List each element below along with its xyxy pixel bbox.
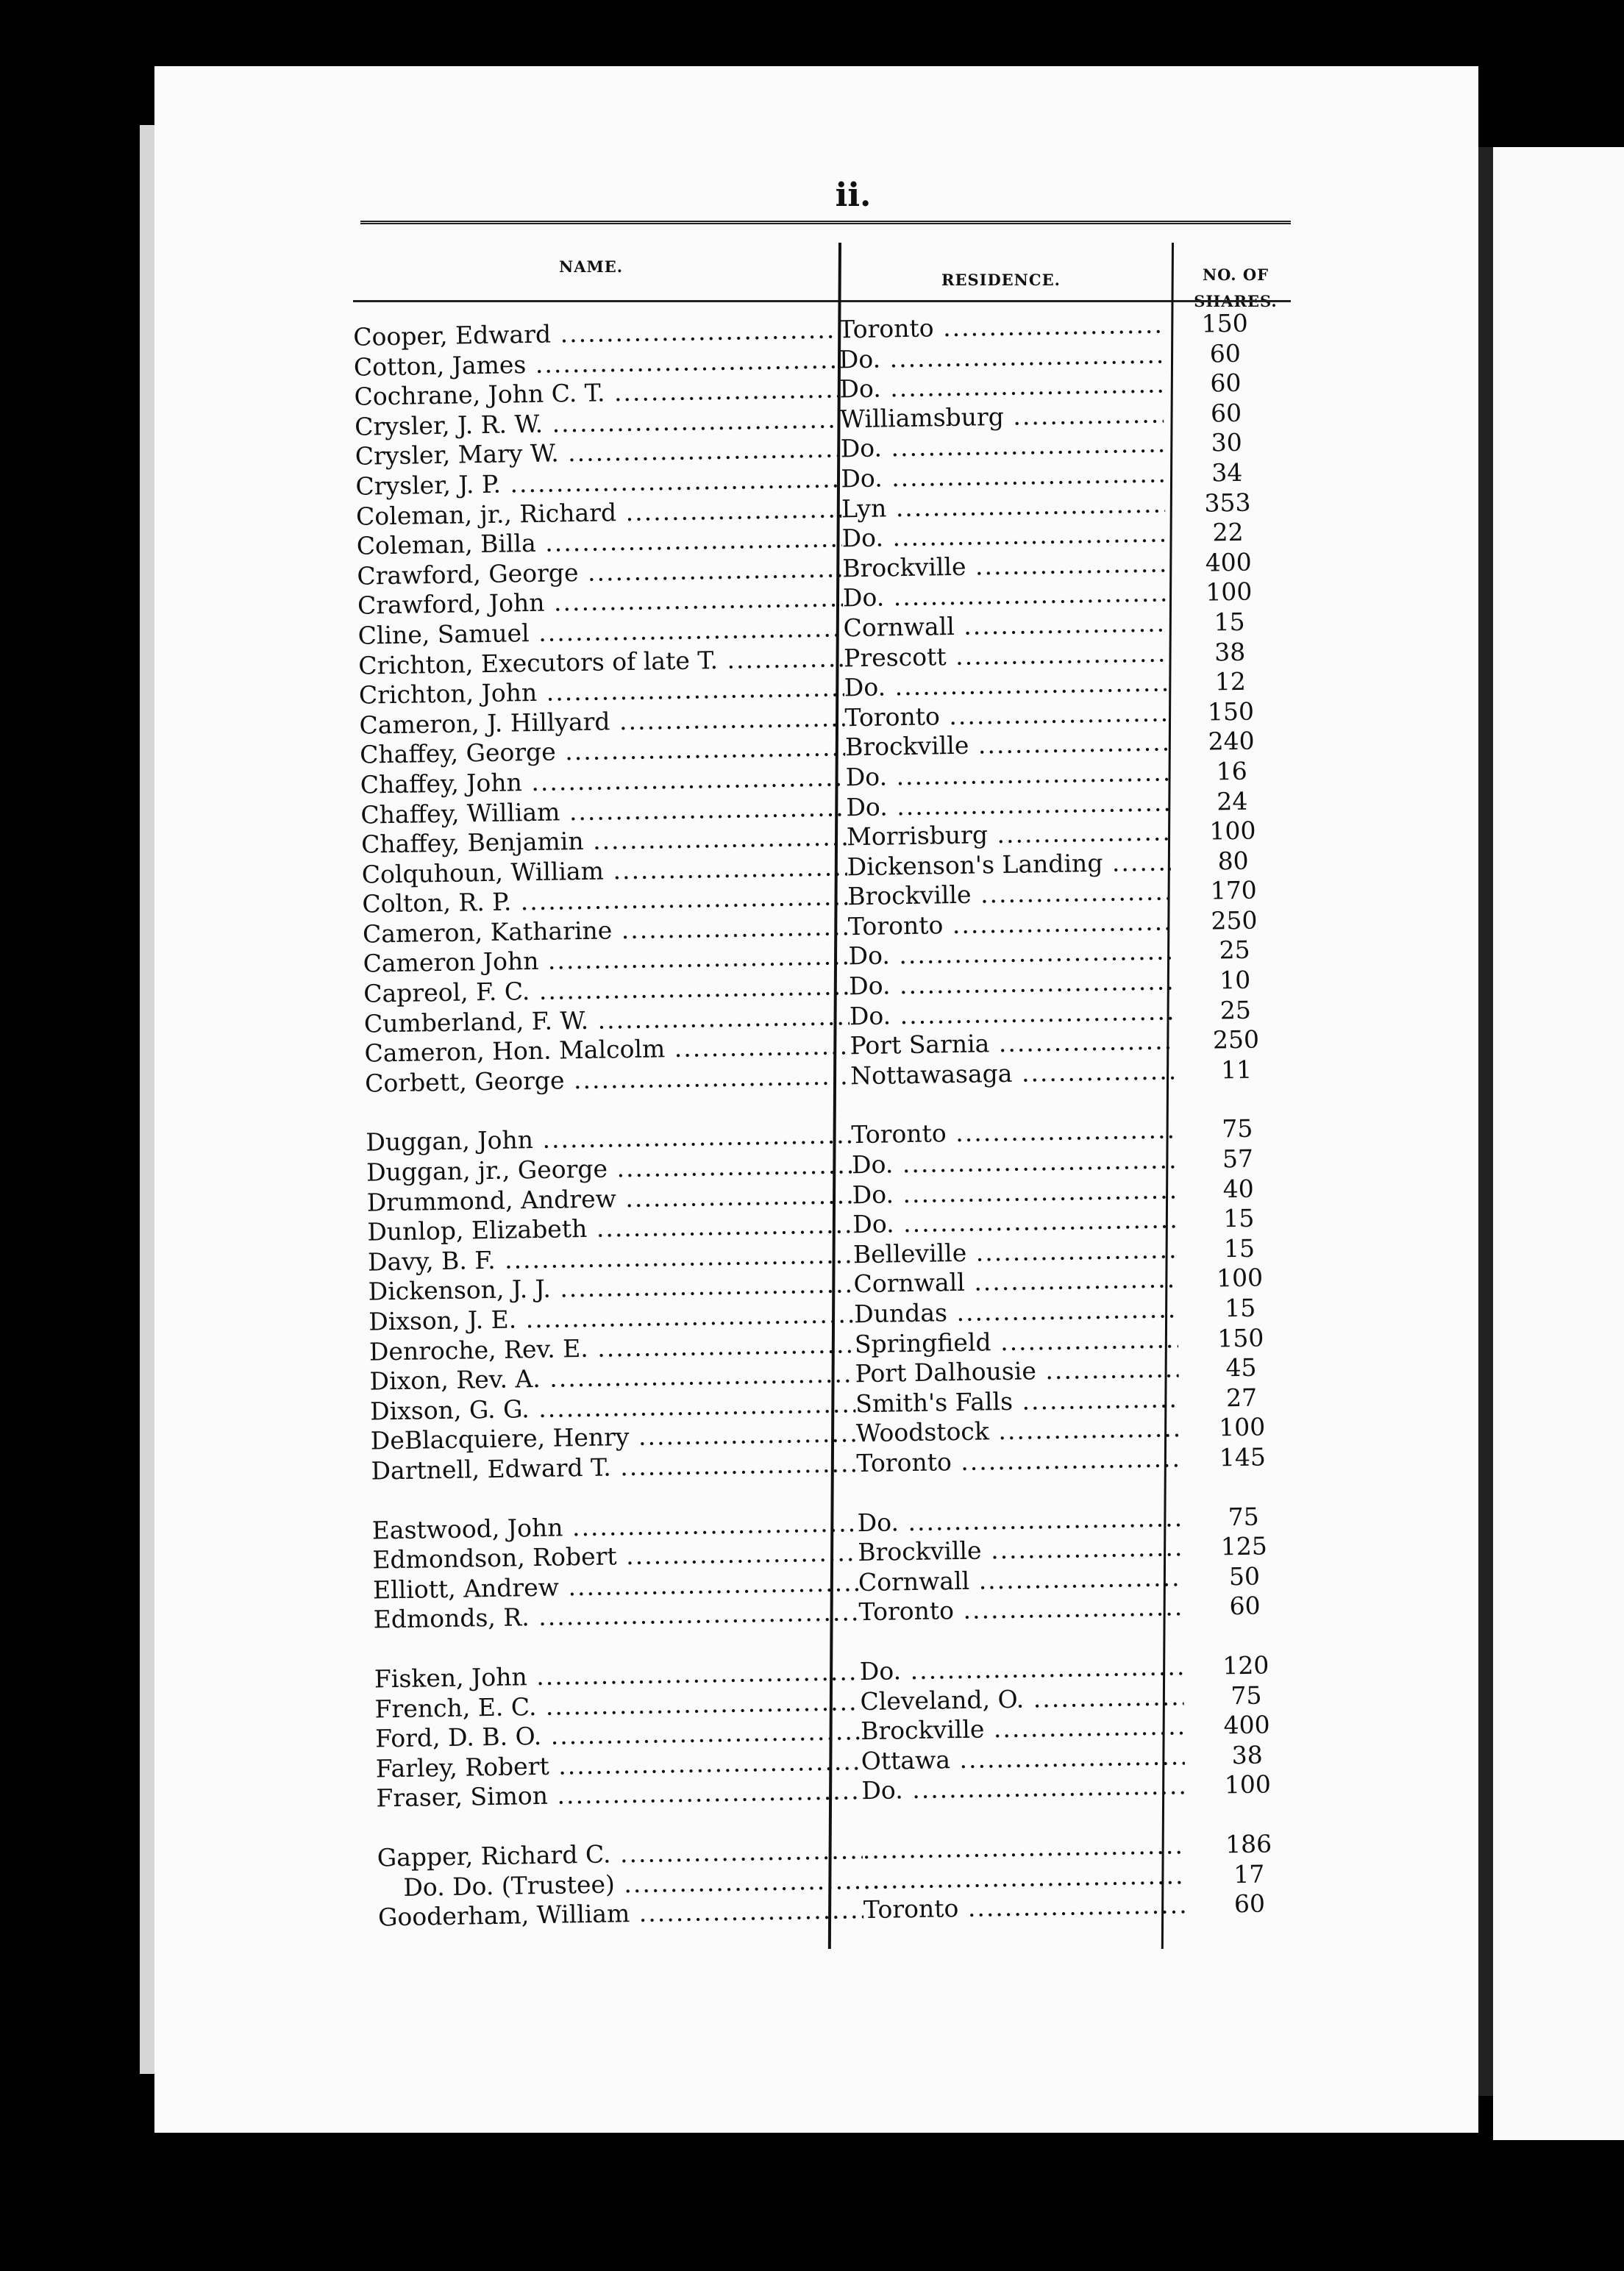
shareholder-name: Chaffey, Benjamin ..... <box>361 822 847 860</box>
share-count: 15 <box>1222 1203 1255 1233</box>
shareholder-name: Dartnell, Edward T. ..... <box>371 1449 857 1486</box>
share-count: 250 <box>1211 905 1258 935</box>
share-count: 22 <box>1212 517 1244 547</box>
shareholder-name: Elliott, Andrew ..... <box>373 1568 859 1605</box>
share-count: 125 <box>1220 1531 1268 1561</box>
share-count: 60 <box>1229 1591 1261 1621</box>
shareholder-name: Dickenson, J. J. ..... <box>368 1270 854 1308</box>
share-count: 100 <box>1205 577 1253 607</box>
shareholder-name: Coleman, jr., Richard ..... <box>356 494 842 532</box>
shareholder-name: Crawford, John ..... <box>357 584 844 621</box>
row-group <box>313 1501 1329 1636</box>
binding-gutter <box>1478 147 1493 2096</box>
shareholder-name: Crysler, Mary W. ..... <box>355 435 841 472</box>
share-count: 57 <box>1222 1144 1254 1174</box>
share-count: 30 <box>1211 428 1243 457</box>
shareholder-name: Gooderham, William ..... <box>378 1895 864 1933</box>
share-count: 60 <box>1210 368 1242 398</box>
share-count: 75 <box>1222 1114 1253 1144</box>
residence: Do. ..... <box>846 788 1170 823</box>
residence: Do. ..... <box>850 997 1174 1031</box>
shareholder-table <box>294 307 1335 1963</box>
share-count: 34 <box>1211 457 1243 488</box>
residence: Toronto ..... <box>856 1444 1180 1479</box>
shareholder-name: Crichton, John ..... <box>359 673 845 710</box>
share-count: 60 <box>1209 338 1242 368</box>
shareholder-name: Coleman, Billa ..... <box>356 524 842 561</box>
share-count: 17 <box>1233 1859 1265 1889</box>
share-count: 15 <box>1224 1293 1256 1323</box>
residence: Do. ..... <box>839 370 1164 404</box>
shareholder-name: Gapper, Richard C. ..... <box>377 1836 863 1873</box>
share-count: 25 <box>1219 995 1252 1024</box>
residence: Woodstock ..... <box>855 1414 1180 1450</box>
share-count: 40 <box>1222 1174 1254 1203</box>
residence: Do. ..... <box>860 1652 1184 1687</box>
shareholder-name: Crysler, J. P. ..... <box>355 464 841 502</box>
left-page-edge <box>140 125 156 2074</box>
residence: Do. ..... <box>839 340 1164 374</box>
row-group <box>318 1828 1334 1933</box>
residence: Lyn ..... <box>841 489 1166 524</box>
residence: Do. ..... <box>848 937 1172 971</box>
share-count: 60 <box>1233 1889 1266 1919</box>
share-count: 100 <box>1209 816 1256 846</box>
shareholder-name: French, E. C. ..... <box>374 1687 861 1725</box>
residence: Springfield ..... <box>855 1325 1179 1360</box>
share-count: 150 <box>1201 308 1248 338</box>
shareholder-name: Edmonds, R. ..... <box>373 1598 859 1636</box>
share-count: 250 <box>1212 1024 1260 1055</box>
residence: Cornwall ..... <box>843 608 1167 643</box>
row-group <box>294 307 1321 1099</box>
residence: Do. ..... <box>852 1205 1177 1241</box>
shareholder-name: Cotton, James ..... <box>354 345 840 382</box>
shareholder-name: Cumberland, F. W. ..... <box>364 1002 850 1039</box>
share-count: 150 <box>1217 1323 1264 1353</box>
residence: Do. ..... <box>857 1503 1181 1539</box>
residence: Port Sarnia ..... <box>850 1027 1174 1061</box>
shareholder-name: Cline, Samuel ..... <box>357 613 844 651</box>
column-header-shares-line1: NO. OF <box>1202 265 1269 284</box>
share-count: 25 <box>1219 935 1250 965</box>
shareholder-name: Drummond, Andrew ..... <box>366 1180 852 1218</box>
residence: Do. ..... <box>852 1175 1176 1211</box>
residence: Brockville ..... <box>861 1711 1185 1747</box>
share-count: 15 <box>1223 1233 1256 1263</box>
residence: Toronto ..... <box>858 1593 1183 1628</box>
residence: Ottawa ..... <box>861 1741 1185 1777</box>
shareholder-name: Fisken, John ..... <box>374 1657 861 1694</box>
shareholder-name: Cameron, Hon. Malcolm ..... <box>364 1032 850 1069</box>
share-count: 240 <box>1208 726 1255 756</box>
shareholder-name: Farley, Robert ..... <box>376 1747 862 1784</box>
share-count: 353 <box>1204 488 1251 518</box>
row-group <box>316 1650 1333 1815</box>
row-group <box>307 1113 1327 1488</box>
shareholder-name: Ford, D. B. O. ..... <box>375 1716 861 1754</box>
column-header-residence: RESIDENCE. <box>941 271 1061 289</box>
residence: Smith's Falls ..... <box>855 1384 1180 1419</box>
shareholder-name: Capreol, F. C. ..... <box>363 971 850 1009</box>
residence: Williamsburg ..... <box>840 399 1164 435</box>
shareholder-name: DeBlacquiere, Henry ..... <box>371 1419 857 1457</box>
residence: Do. ..... <box>861 1772 1186 1807</box>
shareholder-name: Cochrane, John C. T. ..... <box>354 375 840 413</box>
residence <box>862 1830 1186 1866</box>
share-count: 60 <box>1210 398 1242 428</box>
shareholder-name: Duggan, jr., George ..... <box>366 1150 852 1188</box>
residence: Do. ..... <box>841 519 1166 555</box>
page-number: ii. <box>835 177 872 214</box>
share-count: 50 <box>1228 1561 1261 1591</box>
residence: Cornwall ..... <box>858 1563 1183 1598</box>
share-count: 24 <box>1217 786 1248 816</box>
residence: Toronto ..... <box>863 1890 1188 1925</box>
shareholder-name: Crysler, J. R. W. ..... <box>355 404 841 442</box>
header-rule <box>353 300 1291 302</box>
shareholder-name: Cooper, Edward ..... <box>353 315 839 352</box>
share-count: 11 <box>1220 1055 1253 1085</box>
residence: Brockville ..... <box>845 728 1169 763</box>
share-count: 75 <box>1228 1502 1259 1531</box>
residence: Toronto ..... <box>851 1116 1175 1151</box>
shareholder-name: Dunlop, Elizabeth ..... <box>367 1210 853 1247</box>
shareholder-name: Cameron, J. Hillyard ..... <box>359 703 845 741</box>
residence: Morrisburg ..... <box>847 817 1171 852</box>
residence: Belleville ..... <box>853 1235 1178 1270</box>
residence: Do. ..... <box>852 1145 1176 1180</box>
shareholder-name: Do. Do. (Trustee) ..... <box>377 1865 889 1903</box>
shareholder-name: Chaffey, William ..... <box>360 793 847 830</box>
residence: Nottawasaga ..... <box>850 1056 1175 1091</box>
residence: Brockville ..... <box>858 1533 1182 1568</box>
column-header-name: NAME. <box>559 257 624 276</box>
share-count: 15 <box>1214 607 1245 637</box>
shareholder-name: Chaffey, John ..... <box>360 763 847 800</box>
shareholder-name: Chaffey, George ..... <box>360 733 846 771</box>
residence: Prescott ..... <box>844 638 1168 673</box>
shareholder-name: Davy, B. F. ..... <box>368 1240 854 1277</box>
shareholder-name: Dixon, Rev. A. ..... <box>369 1359 855 1397</box>
share-count: 12 <box>1214 666 1247 696</box>
shareholder-name: Colton, R. P. ..... <box>362 883 848 920</box>
share-count: 45 <box>1225 1352 1257 1383</box>
residence: Do. ..... <box>841 459 1165 494</box>
residence: Do. ..... <box>843 579 1167 613</box>
share-count: 400 <box>1223 1710 1270 1740</box>
share-count: 400 <box>1205 547 1253 577</box>
shareholder-name: Denroche, Rev. E. ..... <box>369 1330 855 1367</box>
share-count: 100 <box>1216 1263 1264 1293</box>
shareholder-name: Duggan, John ..... <box>366 1121 852 1158</box>
share-count: 80 <box>1217 846 1249 876</box>
shareholder-name: Edmondson, Robert ..... <box>372 1538 858 1575</box>
share-count: 38 <box>1231 1740 1264 1769</box>
share-count: 186 <box>1225 1829 1272 1859</box>
shareholder-name: Crawford, George ..... <box>357 554 843 591</box>
shareholder-name: Dixson, J. E. ..... <box>368 1300 855 1337</box>
shareholder-name: Dixson, G. G. ..... <box>370 1389 856 1427</box>
residence: Toronto ..... <box>838 310 1163 344</box>
residence: Port Dalhousie ..... <box>855 1354 1179 1389</box>
shareholder-name: Colquhoun, William ..... <box>361 852 847 890</box>
residence: Brockville ..... <box>842 549 1167 584</box>
facing-page-edge <box>1493 147 1624 2140</box>
residence <box>863 1861 1187 1896</box>
residence: Do. ..... <box>849 966 1173 1001</box>
shareholder-name: Fraser, Simon ..... <box>376 1776 862 1814</box>
residence: Do. ..... <box>840 429 1164 465</box>
shareholder-name: Cameron John ..... <box>363 942 849 980</box>
share-count: 150 <box>1207 696 1255 727</box>
share-count: 145 <box>1219 1442 1267 1472</box>
share-count: 100 <box>1218 1412 1266 1442</box>
residence: Toronto ..... <box>844 698 1169 732</box>
residence: Dickenson's Landing ..... <box>847 847 1171 883</box>
residence: Toronto ..... <box>848 907 1172 941</box>
residence: Cornwall ..... <box>853 1265 1178 1300</box>
share-count: 170 <box>1210 875 1258 905</box>
shareholder-name: Corbett, George ..... <box>365 1061 851 1099</box>
share-count: 75 <box>1231 1680 1262 1710</box>
column-header-shares-line2: SHARES. <box>1194 292 1278 310</box>
share-count: 100 <box>1224 1769 1272 1800</box>
residence: Do. ..... <box>845 757 1169 793</box>
residence: Do. ..... <box>844 669 1169 703</box>
share-count: 38 <box>1214 637 1246 666</box>
shareholder-name: Crichton, Executors of late T. ..... <box>358 643 844 681</box>
share-count: 27 <box>1225 1383 1258 1413</box>
top-rule <box>360 221 1291 224</box>
share-count: 120 <box>1222 1650 1269 1680</box>
residence: Cleveland, O. ..... <box>860 1682 1184 1717</box>
column-header-shares <box>1180 262 1291 315</box>
shareholder-name: Cameron, Katharine ..... <box>363 912 849 949</box>
shareholder-name: Eastwood, John ..... <box>371 1508 858 1546</box>
residence: Brockville ..... <box>847 877 1172 912</box>
share-count: 10 <box>1219 965 1251 995</box>
residence: Dundas ..... <box>854 1294 1178 1330</box>
share-count: 16 <box>1216 756 1248 786</box>
